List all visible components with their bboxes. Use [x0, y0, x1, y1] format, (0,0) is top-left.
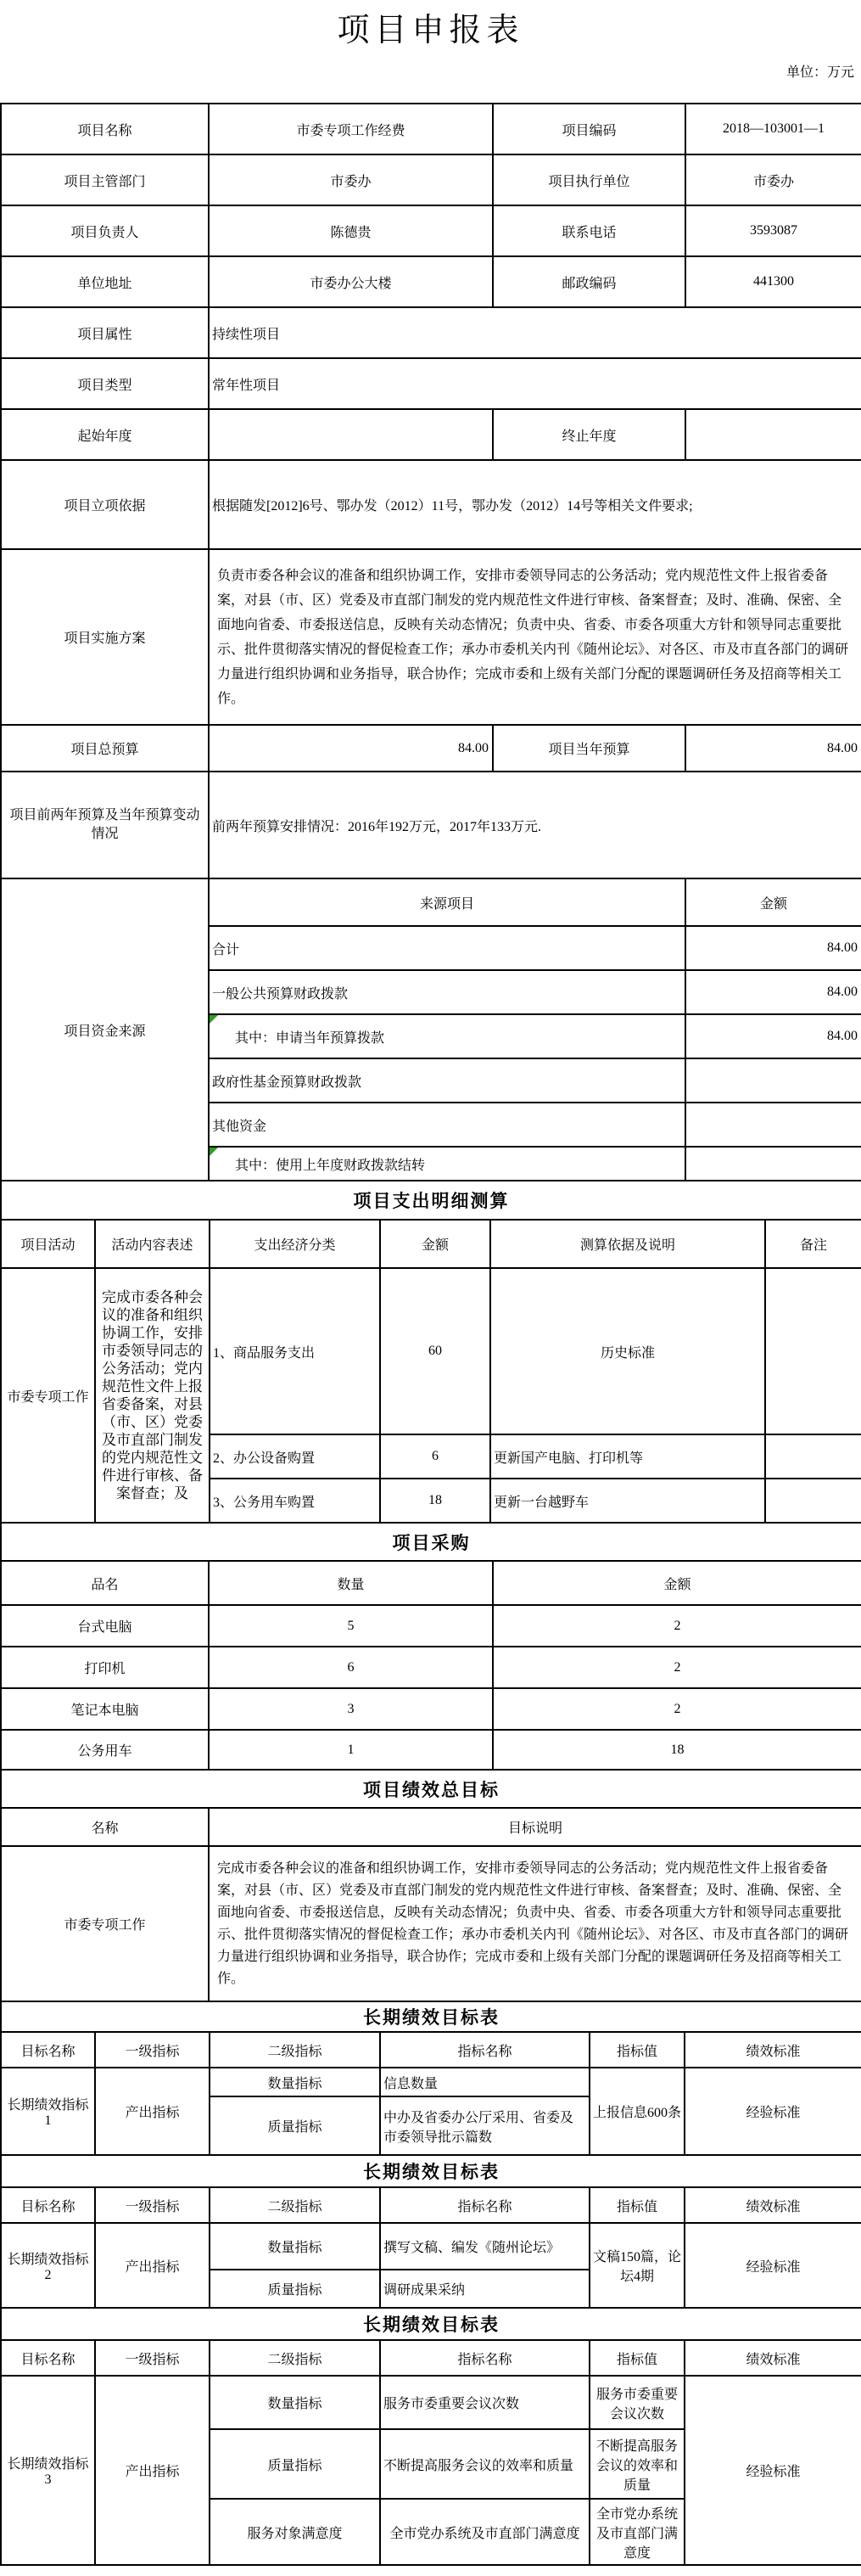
indicator-name: 撰写文稿、编发《随州论坛》 [380, 2223, 590, 2270]
goal-description: 完成市委各种会议的准备和组织协调工作，安排市委领导同志的公务活动；党内规范性文件上报省委备案，对县（市、区）党委及市直部门制发的党内规范性文件进行审核、备案督查；及时、准确、保密、全面地向省委、市委报送信息，反映有关动态情况；负责中央、省委、市委各项重大方针和领导同志重要批示、批件贯彻落实情况的督促检查工作；承办市委机关内刊《随州论坛》、对各区、市及市直各部门的调研力量进行组织协调和业务指导，联合协作；完成市委和上级有关部门分配的课题调研任务及招商等相关工作。 [209, 1846, 861, 2001]
column-header: 二级指标 [210, 2340, 380, 2376]
level2-indicator: 质量指标 [210, 2096, 380, 2155]
indicator-name: 不断提高服务会议的效率和质量 [380, 2429, 590, 2499]
funding-item-header: 来源项目 [209, 878, 685, 926]
item-amount: 2 [493, 1647, 861, 1688]
expense-category: 2、办公设备购置 [210, 1434, 380, 1479]
funding-amount [685, 1058, 861, 1103]
level2-indicator: 数量指标 [210, 2068, 380, 2096]
goal-name: 市委专项工作 [1, 1846, 209, 2001]
info-value: 常年性项目 [209, 358, 861, 409]
funding-item-text: 其中：申请当年预算拨款 [235, 1030, 385, 1046]
level2-indicator: 数量指标 [210, 2223, 380, 2270]
activity-description: 完成市委各种会议的准备和组织协调工作，安排市委领导同志的公务活动；党内规范性文件上报省委备案，对县（市、区）党委及市直部门制发的党内规范性文件进行审核、备案督查；及 [95, 1268, 210, 1523]
expense-amount: 60 [380, 1268, 490, 1434]
info-value: 市委办 [685, 154, 861, 205]
longterm-header-row [1, 2340, 861, 2376]
item-qty: 6 [209, 1647, 493, 1688]
column-header: 一级指标 [95, 2187, 210, 2223]
indicator-name: 中办及省委办公厅采用、省委及市委领导批示篇数 [380, 2096, 590, 2155]
info-value [209, 409, 493, 460]
expense-note [765, 1479, 861, 1523]
performance-standard: 经验标准 [685, 2068, 861, 2155]
indicator-row [1, 2223, 861, 2270]
longterm-table-2 [0, 2154, 861, 2309]
procurement-header-row [1, 1561, 861, 1605]
longterm-table-3 [0, 2307, 861, 2566]
column-header: 指标值 [590, 2340, 685, 2376]
indicator-name: 全市党办系统及市直部门满意度 [380, 2499, 590, 2565]
implementation-plan-text: 负责市委各种会议的准备和组织协调工作，安排市委领导同志的公务活动；党内规范性文件上报省委备案，对县（市、区）党委及市直部门制发的党内规范性文件进行审核、备案督查；及时、准确、保密、全面地向省委、市委报送信息，反映有关动态情况；负责中央、省委、市委各项重大方针和领导同志重要批示、批件贯彻落实情况的督促检查工作；承办市委机关内刊《随州论坛》、对各区、市及市直各部门的调研力量进行组织协调和业务指导，联合协作；完成市委和上级有关部门分配的课题调研任务及招商等相关工作。 [209, 549, 861, 725]
column-header: 支出经济分类 [210, 1220, 380, 1268]
info-label: 项目属性 [1, 307, 209, 358]
column-header: 绩效标准 [685, 2187, 861, 2223]
expense-amount: 6 [380, 1434, 490, 1479]
section-title-row [1, 2001, 861, 2032]
item-name: 台式电脑 [1, 1605, 209, 1647]
goal-name: 长期绩效指标3 [1, 2376, 95, 2565]
info-value: 2018—103001—1 [685, 104, 861, 154]
level2-indicator: 质量指标 [210, 2429, 380, 2499]
item-qty: 1 [209, 1730, 493, 1770]
column-header: 项目活动 [1, 1220, 95, 1268]
item-qty: 3 [209, 1688, 493, 1730]
indicator-row [1, 2376, 861, 2429]
indicator-value: 文稿150篇，论坛4期 [590, 2223, 685, 2308]
funding-amount: 84.00 [685, 970, 861, 1014]
longterm-table-1 [0, 2001, 861, 2156]
info-label: 邮政编码 [493, 256, 685, 307]
item-name: 打印机 [1, 1647, 209, 1688]
indicator-name: 信息数量 [380, 2068, 590, 2096]
info-label: 项目编码 [493, 104, 685, 154]
info-value: 持续性项目 [209, 307, 861, 358]
funding-item: 一般公共预算财政拨款 [209, 970, 685, 1014]
funding-item: 合计 [209, 926, 685, 970]
expense-category: 1、商品服务支出 [210, 1268, 380, 1434]
overall-goal-row [1, 1846, 861, 2001]
funding-amount [685, 1147, 861, 1181]
column-header: 二级指标 [210, 2187, 380, 2223]
info-value: 市委办公大楼 [209, 256, 493, 307]
table-row [1, 256, 861, 307]
info-label: 项目总预算 [1, 725, 209, 772]
table-row [1, 409, 861, 460]
level1-indicator: 产出指标 [95, 2068, 210, 2155]
item-name: 笔记本电脑 [1, 1688, 209, 1730]
expense-amount: 18 [380, 1479, 490, 1523]
unit-note: 单位：万元 [786, 65, 854, 80]
item-amount: 2 [493, 1688, 861, 1730]
column-header: 指标值 [590, 2187, 685, 2223]
funding-amount-header: 金额 [685, 878, 861, 926]
green-corner-marker-icon [210, 1148, 218, 1156]
column-header: 绩效标准 [685, 2340, 861, 2376]
performance-standard: 经验标准 [685, 2223, 861, 2308]
table-row [1, 460, 861, 549]
longterm-header-row [1, 2187, 861, 2223]
expense-basis: 更新国产电脑、打印机等 [490, 1434, 765, 1479]
funding-source-label: 项目资金来源 [1, 878, 209, 1181]
table-row [1, 307, 861, 358]
indicator-name: 调研成果采纳 [380, 2270, 590, 2308]
procurement-section-title: 项目采购 [1, 1523, 861, 1561]
info-label: 项目名称 [1, 104, 209, 154]
overall-goal-section-title: 项目绩效总目标 [1, 1770, 861, 1808]
funding-header-row [1, 878, 861, 926]
funding-amount: 84.00 [685, 1014, 861, 1058]
info-label: 项目执行单位 [493, 154, 685, 205]
column-header: 一级指标 [95, 2032, 210, 2068]
column-header: 指标名称 [380, 2032, 590, 2068]
level1-indicator: 产出指标 [95, 2223, 210, 2308]
item-name: 公务用车 [1, 1730, 209, 1770]
item-amount: 18 [493, 1730, 861, 1770]
item-amount: 2 [493, 1605, 861, 1647]
level1-indicator: 产出指标 [95, 2376, 210, 2565]
expense-section-title: 项目支出明细测算 [1, 1181, 861, 1220]
table-row [1, 358, 861, 409]
column-header: 一级指标 [95, 2340, 210, 2376]
page-title: 项目申报表 [337, 13, 524, 48]
longterm-section-title: 长期绩效目标表 [1, 2001, 861, 2032]
expense-basis: 历史标准 [490, 1268, 765, 1434]
current-year-budget-value: 84.00 [685, 725, 861, 772]
table-row [1, 154, 861, 205]
column-header: 绩效标准 [685, 2032, 861, 2068]
form-header [0, 0, 861, 103]
column-header: 品名 [1, 1561, 209, 1605]
indicator-value: 服务市委重要会议次数 [590, 2376, 685, 2429]
expense-header-row [1, 1220, 861, 1268]
info-value: 市委办 [209, 154, 493, 205]
column-header: 二级指标 [210, 2032, 380, 2068]
info-label: 项目当年预算 [493, 725, 685, 772]
info-label: 起始年度 [1, 409, 209, 460]
expense-category: 3、公务用车购置 [210, 1479, 380, 1523]
column-header: 测算依据及说明 [490, 1220, 765, 1268]
funding-item: 政府性基金预算财政拨款 [209, 1058, 685, 1103]
overall-goal-header-row [1, 1808, 861, 1846]
indicator-value: 上报信息600条 [590, 2068, 685, 2155]
procurement-row [1, 1730, 861, 1770]
info-value: 市委专项工作经费 [209, 104, 493, 154]
column-header: 活动内容表述 [95, 1220, 210, 1268]
column-header: 目标名称 [1, 2187, 95, 2223]
level2-indicator: 服务对象满意度 [210, 2499, 380, 2565]
expense-note [765, 1434, 861, 1479]
green-corner-marker-icon [210, 1015, 218, 1024]
level2-indicator: 质量指标 [210, 2270, 380, 2308]
section-title-row [1, 1770, 861, 1808]
info-label: 项目立项依据 [1, 460, 209, 549]
info-label: 项目实施方案 [1, 549, 209, 725]
funding-item-text: 其中：使用上年度财政拨款结转 [235, 1158, 426, 1173]
procurement-row [1, 1688, 861, 1730]
indicator-value: 不断提高服务会议的效率和质量 [590, 2429, 685, 2499]
section-title-row [1, 1181, 861, 1220]
info-value [685, 409, 861, 460]
column-header: 数量 [209, 1561, 493, 1605]
longterm-header-row [1, 2032, 861, 2068]
column-header: 金额 [380, 1220, 490, 1268]
column-header: 金额 [493, 1561, 861, 1605]
total-budget-value: 84.00 [209, 725, 493, 772]
level2-indicator: 数量指标 [210, 2376, 380, 2429]
column-header: 名称 [1, 1808, 209, 1846]
info-value: 陈德贵 [209, 205, 493, 256]
item-qty: 5 [209, 1605, 493, 1647]
section-title-row [1, 2308, 861, 2340]
indicator-row [1, 2068, 861, 2096]
project-basis-text: 根据随发[2012]6号、鄂办发（2012）11号，鄂办发（2012）14号等相关文件要求; [209, 460, 861, 549]
column-header: 指标值 [590, 2032, 685, 2068]
table-row [1, 104, 861, 154]
longterm-section-title: 长期绩效目标表 [1, 2155, 861, 2187]
column-header: 备注 [765, 1220, 861, 1268]
expense-row [1, 1268, 861, 1434]
section-title-row [1, 1523, 861, 1561]
indicator-name: 服务市委重要会议次数 [380, 2376, 590, 2429]
goal-name: 长期绩效指标1 [1, 2068, 95, 2155]
info-label: 项目类型 [1, 358, 209, 409]
funding-amount [685, 1103, 861, 1147]
info-label: 项目负责人 [1, 205, 209, 256]
table-row [1, 725, 861, 772]
indicator-value: 全市党办系统及市直部门满意度 [590, 2499, 685, 2565]
column-header: 指标名称 [380, 2187, 590, 2223]
expense-basis: 更新一台越野车 [490, 1479, 765, 1523]
column-header: 指标名称 [380, 2340, 590, 2376]
info-value: 441300 [685, 256, 861, 307]
info-label: 联系电话 [493, 205, 685, 256]
activity-name: 市委专项工作 [1, 1268, 95, 1523]
performance-standard: 经验标准 [685, 2376, 861, 2565]
previous-budget-text: 前两年预算安排情况：2016年192万元，2017年133万元. [209, 772, 861, 878]
info-value: 3593087 [685, 205, 861, 256]
column-header: 目标说明 [209, 1808, 861, 1846]
info-label: 单位地址 [1, 256, 209, 307]
info-label: 项目前两年预算及当年预算变动情况 [1, 772, 209, 878]
table-row [1, 772, 861, 878]
column-header: 目标名称 [1, 2032, 95, 2068]
procurement-row [1, 1605, 861, 1647]
longterm-section-title: 长期绩效目标表 [1, 2308, 861, 2340]
overall-goal-table [0, 1769, 861, 2002]
funding-item [209, 1147, 685, 1181]
section-title-row [1, 2155, 861, 2187]
table-row [1, 205, 861, 256]
expense-detail-table [0, 1180, 861, 1524]
procurement-table [0, 1522, 861, 1771]
info-label: 终止年度 [493, 409, 685, 460]
expense-note [765, 1268, 861, 1434]
funding-amount: 84.00 [685, 926, 861, 970]
goal-name: 长期绩效指标2 [1, 2223, 95, 2308]
info-label: 项目主管部门 [1, 154, 209, 205]
basic-info-table [0, 103, 861, 1181]
funding-item: 其他资金 [209, 1103, 685, 1147]
procurement-row [1, 1647, 861, 1688]
column-header: 目标名称 [1, 2340, 95, 2376]
funding-item [209, 1014, 685, 1058]
table-row [1, 549, 861, 725]
